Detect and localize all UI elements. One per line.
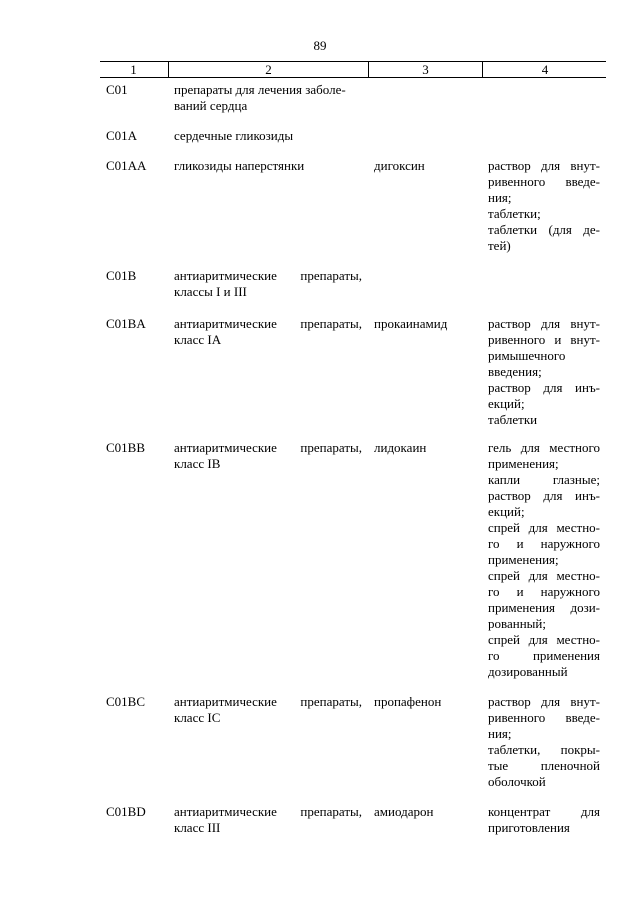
atc-code: C01A: [106, 128, 138, 143]
column-header-2: 2: [168, 62, 368, 77]
group-name-line: антиаритмические препараты,: [174, 694, 362, 709]
group-name: [174, 804, 362, 836]
group-name: [174, 158, 362, 174]
dosage-forms-line: екций;: [488, 396, 525, 411]
dosage-forms-line: спрей для местно-: [488, 568, 600, 583]
dosage-forms-line: приготовления: [488, 820, 570, 835]
group-name-line: антиаритмические препараты,: [174, 804, 362, 819]
drug-name-line: пропафенон: [374, 694, 442, 709]
drug-name: [374, 316, 480, 332]
dosage-forms: [488, 440, 600, 680]
dosage-forms-line: таблетки, покры-: [488, 742, 600, 757]
drug-name-line: лидокаин: [374, 440, 427, 455]
dosage-forms-line: раствор для внут-: [488, 316, 600, 331]
dosage-forms-line: спрей для местно-: [488, 520, 600, 535]
dosage-forms-line: ривенного введе-: [488, 174, 600, 189]
atc-code: C01BD: [106, 804, 146, 819]
dosage-forms-line: тые пленочной: [488, 758, 600, 773]
group-name: [174, 82, 362, 114]
dosage-forms-line: екций;: [488, 504, 525, 519]
group-name-line: антиаритмические препараты,: [174, 440, 362, 455]
dosage-forms-line: введения;: [488, 364, 542, 379]
group-name: [174, 440, 362, 472]
atc-code: C01AA: [106, 158, 147, 173]
dosage-forms-line: таблетки: [488, 412, 538, 427]
dosage-forms: [488, 804, 600, 836]
drug-name-line: дигоксин: [374, 158, 425, 173]
atc-code: C01BB: [106, 440, 146, 455]
dosage-forms-line: го и наружного: [488, 536, 600, 551]
group-name-line: ваний сердца: [174, 98, 248, 113]
dosage-forms-line: применения;: [488, 552, 559, 567]
dosage-forms-line: раствор для инъ-: [488, 488, 600, 503]
group-name-line: классы I и III: [174, 284, 247, 299]
dosage-forms-line: раствор для внут-: [488, 694, 600, 709]
drug-name: [374, 440, 480, 456]
group-name: [174, 128, 362, 144]
atc-code: C01: [106, 82, 128, 97]
column-header-1: 1: [130, 62, 137, 77]
column-header-3: 3: [368, 62, 482, 77]
group-name-line: класс III: [174, 820, 221, 835]
dosage-forms: [488, 316, 600, 428]
dosage-forms-line: раствор для инъ-: [488, 380, 600, 395]
dosage-forms-line: го применения: [488, 648, 600, 663]
drug-name: [374, 158, 480, 174]
table-header: [100, 61, 606, 78]
group-name-line: класс IB: [174, 456, 221, 471]
dosage-forms-line: применения дози-: [488, 600, 600, 615]
atc-code: C01B: [106, 268, 137, 283]
group-name-line: сердечные гликозиды: [174, 128, 294, 143]
dosage-forms-line: таблетки;: [488, 206, 541, 221]
group-name-line: класс IC: [174, 710, 221, 725]
dosage-forms-line: го и наружного: [488, 584, 600, 599]
drug-name-line: амиодарон: [374, 804, 434, 819]
dosage-forms-line: ривенного и внут-: [488, 332, 600, 347]
dosage-forms-line: тей): [488, 238, 511, 253]
group-name-line: антиаритмические препараты,: [174, 268, 362, 283]
group-name: [174, 268, 362, 300]
dosage-forms-line: концентрат для: [488, 804, 600, 819]
dosage-forms-line: дозированный: [488, 664, 568, 679]
group-name-line: класс IA: [174, 332, 222, 347]
dosage-forms: [488, 694, 600, 790]
drug-name: [374, 694, 480, 710]
group-name-line: гликозиды наперстянки: [174, 158, 305, 173]
group-name: [174, 316, 362, 348]
atc-code: C01BA: [106, 316, 146, 331]
dosage-forms-line: спрей для местно-: [488, 632, 600, 647]
group-name: [174, 694, 362, 726]
dosage-forms-line: раствор для внут-: [488, 158, 600, 173]
group-name-line: препараты для лечения заболе-: [174, 82, 346, 97]
dosage-forms-line: римышечного: [488, 348, 566, 363]
atc-code: C01BC: [106, 694, 146, 709]
dosage-forms-line: ния;: [488, 190, 512, 205]
dosage-forms-line: ния;: [488, 726, 512, 741]
dosage-forms-line: оболочкой: [488, 774, 546, 789]
dosage-forms-line: гель для местного: [488, 440, 600, 455]
dosage-forms-line: таблетки (для де-: [488, 222, 600, 237]
dosage-forms: [488, 158, 600, 254]
dosage-forms-line: капли глазные;: [488, 472, 600, 487]
drug-name-line: прокаинамид: [374, 316, 448, 331]
drug-name: [374, 804, 480, 820]
dosage-forms-line: ривенного введе-: [488, 710, 600, 725]
column-header-4: 4: [482, 62, 607, 77]
page-number: 89: [313, 38, 327, 53]
dosage-forms-line: применения;: [488, 456, 559, 471]
group-name-line: антиаритмические препараты,: [174, 316, 362, 331]
dosage-forms-line: рованный;: [488, 616, 546, 631]
